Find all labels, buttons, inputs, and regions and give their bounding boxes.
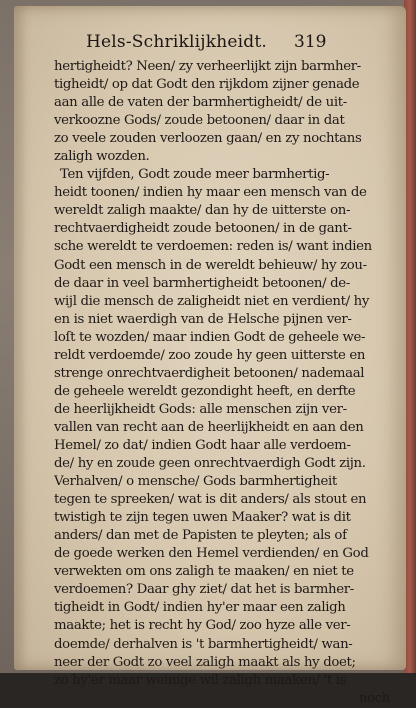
- text-line: twistigh te zijn tegen uwen Maaker? wat is dit: [54, 510, 351, 526]
- text-line: en is niet waerdigh van de Helsche pijnen ver-: [54, 311, 352, 327]
- text-line: aan alle de vaten der barmhertigheidt/ de uit-: [54, 95, 347, 111]
- text-line: anders/ dan met de Papisten te pleyten; als of: [54, 528, 347, 544]
- text-line: zaligh wozden.: [54, 149, 150, 165]
- text-line: maakte; het is recht hy God/ zoo hyze alle ver-: [54, 618, 351, 634]
- text-line: heidt toonen/ indien hy maar een mensch van de: [54, 185, 367, 201]
- text-line: vallen van recht aan de heerlijkheidt en aan den: [54, 419, 364, 435]
- text-line: de/ hy en zoude geen onrechtvaerdigh Godt zijn.: [54, 456, 366, 472]
- text-line: verkoozne Gods/ zoude betoonen/ daar in dat: [54, 113, 345, 129]
- text-line: tigheidt/ op dat Godt den rijkdom zijner genade: [54, 77, 360, 93]
- text-line: de heerlijkheidt Gods: alle menschen zijn ver-: [54, 401, 347, 417]
- text-line: doemde/ derhalven is 't barmhertigheidt/ wan-: [54, 636, 353, 652]
- text-line: de goede werken den Hemel verdienden/ en God: [54, 546, 369, 562]
- text-line: wijl die mensch de zaligheidt niet en verdient/ hy: [54, 293, 370, 309]
- text-line: tigheidt in Godt/ indien hy'er maar een zaligh: [54, 600, 346, 616]
- text-line: hertigheidt? Neen/ zy verheerlijkt zijn barmher-: [54, 59, 361, 74]
- text-line: Hemel/ zo dat/ indien Godt haar alle verdoem-: [54, 437, 351, 453]
- body-text: [54, 58, 390, 708]
- text-line: rechtvaerdigheidt zoude betoonen/ in de gant-: [54, 221, 352, 237]
- text-line: de daar in veel barmhertigheidt betoonen/ de-: [54, 275, 350, 291]
- page-header: [86, 28, 386, 56]
- text-line: zo hy'er maar weinige wil zaligh maaken/ 't is: [54, 672, 347, 688]
- text-line: Verhalven/ o mensche/ Gods barmhertigheit: [54, 474, 337, 490]
- running-title: Hels-Schriklijkheidt.: [86, 32, 267, 52]
- text-line: Godt een mensch in de wereldt behieuw/ hy zou-: [54, 257, 367, 273]
- text-line: wereldt zaligh maakte/ dan hy de uitterste on-: [54, 203, 351, 219]
- text-line: verdoemen? Daar ghy ziet/ dat het is barmher-: [54, 582, 354, 598]
- text-line: zo veele zouden verloozen gaan/ en zy nochtans: [54, 131, 362, 147]
- text-line: sche wereldt te verdoemen: reden is/ want indien: [54, 239, 372, 255]
- page-number: 319: [294, 32, 327, 52]
- text-line: strenge onrechtvaerdigheit betoonen/ nademaal: [54, 365, 365, 381]
- text-line: loſt te wozden/ maar indien Godt de geheele we-: [54, 329, 366, 345]
- text-line: de geheele wereldt gezondight heeft, en derfte: [54, 383, 356, 399]
- text-line: reldt verdoemde/ zoo zoude hy geen uitterste en: [54, 347, 366, 363]
- text-line: verwekten om ons zaligh te maaken/ en niet te: [54, 564, 354, 580]
- text-line: Ten vijfden, Godt zoude meer barmhertig-: [60, 167, 330, 183]
- text-line: neer der Godt zo veel zaligh maakt als hy doet;: [54, 654, 356, 670]
- text-line: tegen te spreeken/ wat is dit anders/ als stout en: [54, 492, 367, 508]
- catchword: noch: [358, 690, 390, 706]
